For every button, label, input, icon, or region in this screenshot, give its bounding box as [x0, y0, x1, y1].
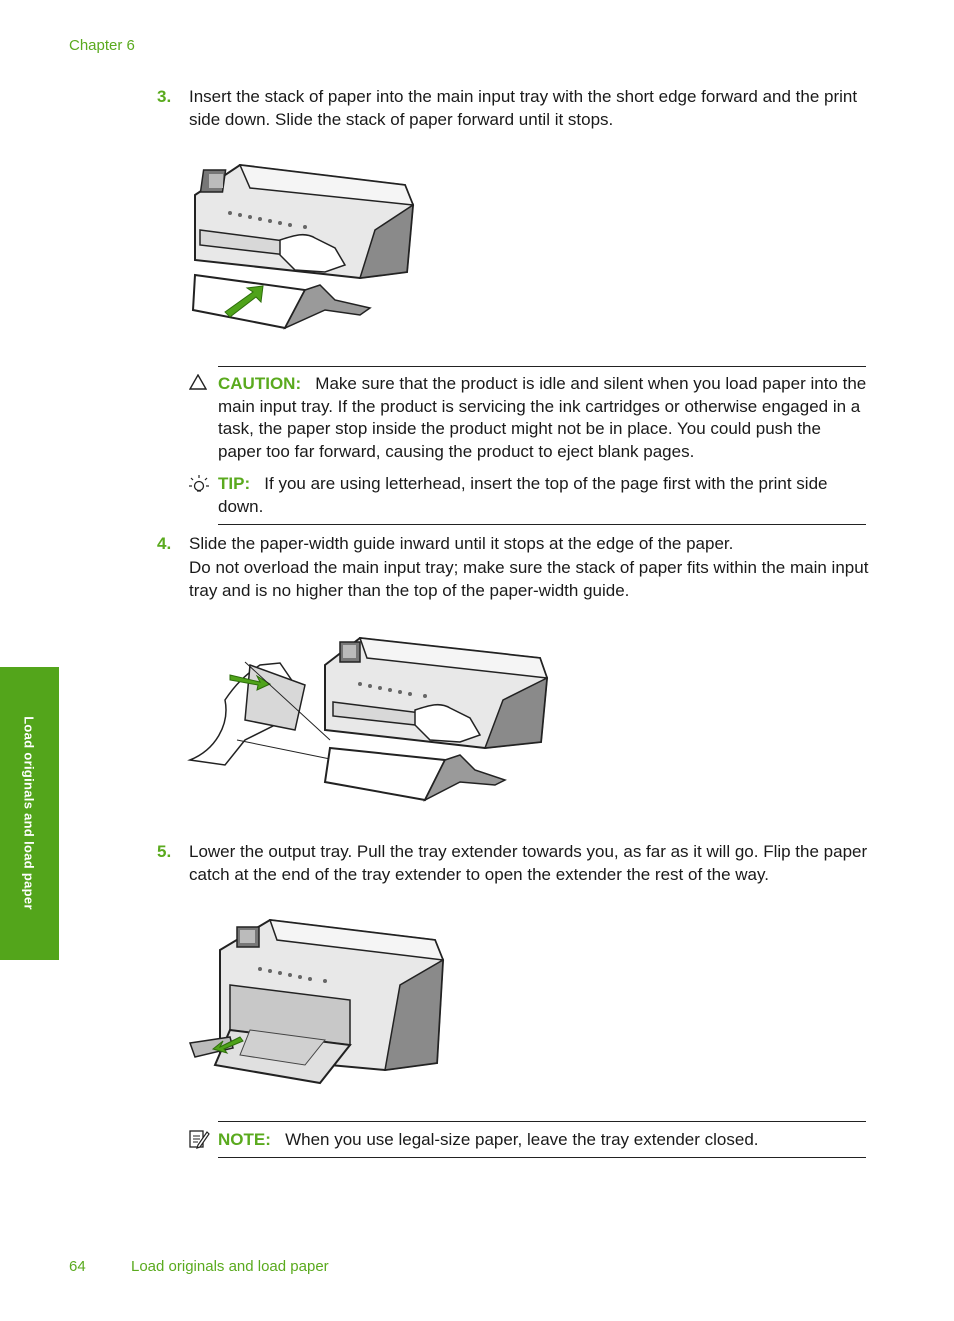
printer-load-paper-illustration [185, 160, 420, 335]
step-3-number: 3. [157, 87, 172, 106]
note-text: When you use legal-size paper, leave the tray extender closed. [285, 1130, 759, 1149]
note-block [218, 1129, 868, 1152]
step-3-text: Insert the stack of paper into the main input tray with the short edge forward and the print side down. Slide the stack of paper forward until it stops. [189, 87, 858, 129]
caution-block [218, 373, 868, 463]
caution-triangle-icon [189, 374, 207, 390]
step-5-number: 5. [157, 842, 172, 861]
caution-top-rule [218, 366, 866, 367]
caution-text: Make sure that the product is idle and silent when you load paper into the main input tray. If the product is servicing the ink cartridges or otherwise engaged in a task, the paper stop inside the product might not be in place. You could push the paper too far forward, causing the product to eject blank pages. [218, 374, 867, 461]
note-bottom-rule [218, 1157, 866, 1158]
note-label: NOTE: [218, 1130, 271, 1149]
tip-text: If you are using letterhead, insert the top of the page first with the print side down. [218, 474, 828, 516]
section-side-tab [0, 667, 59, 960]
step-4-text: Slide the paper-width guide inward until it stops at the edge of the paper. [189, 534, 734, 553]
step-4-number: 4. [157, 534, 172, 553]
caution-label: CAUTION: [218, 374, 302, 393]
page-number: 64 [69, 1258, 86, 1275]
tip-label: TIP: [218, 474, 251, 493]
tip-block [218, 473, 868, 518]
footer-title: Load originals and load paper [131, 1258, 329, 1275]
printer-width-guide-illustration [185, 630, 550, 805]
note-top-rule [218, 1121, 866, 1122]
chapter-header: Chapter 6 [69, 37, 135, 54]
step-4-extra-text: Do not overload the main input tray; make sure the stack of paper fits within the main input tray and is no higher than the top of the paper-width guide. [189, 558, 869, 600]
printer-output-tray-illustration [185, 915, 450, 1090]
note-pencil-icon [188, 1128, 210, 1150]
lightbulb-icon [188, 474, 210, 496]
side-tab-label: Load originals and load paper [21, 716, 37, 910]
tip-bottom-rule [218, 524, 866, 525]
step-5-text: Lower the output tray. Pull the tray extender towards you, as far as it will go. Flip the paper catch at the end of the tray extender to open the extender the rest of the way. [189, 842, 868, 884]
